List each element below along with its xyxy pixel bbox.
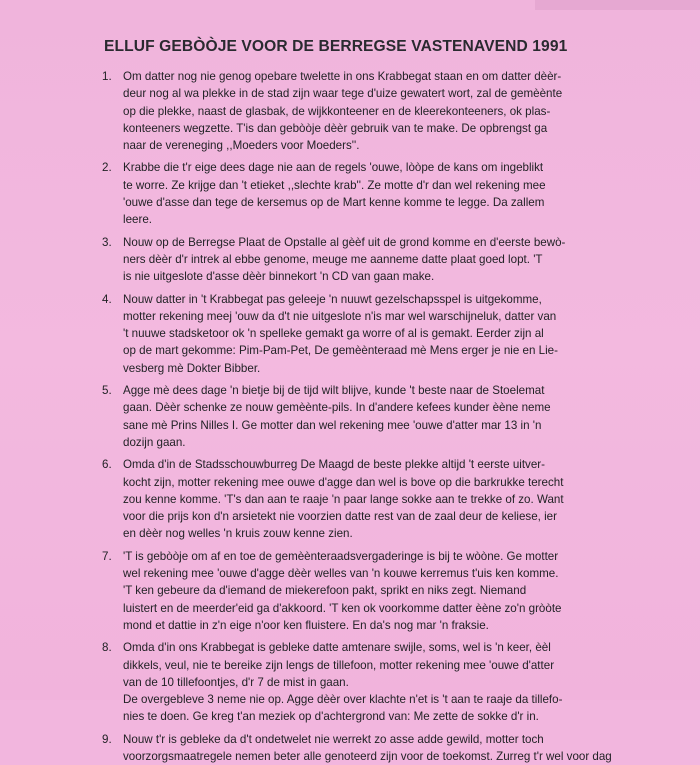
item-text-line: 'T ken gebeure da d'iemand de miekerefoon pakt, sprikt en niks zegt. Niemand xyxy=(123,584,527,598)
item-number: 2. xyxy=(102,161,112,175)
list-item xyxy=(102,382,622,451)
item-text-line: gaan. Dèèr schenke ze nouw gemèènte-pils. In d'andere kefees kunder èène neme xyxy=(123,401,551,415)
item-number: 8. xyxy=(102,641,112,655)
item-text-line: Krabbe die t'r eige dees dage nie aan de regels 'ouwe, lòòpe de kans om ingeblikt xyxy=(123,161,544,175)
item-number: 3. xyxy=(102,235,112,249)
item-text-line: mond et dattie in z'n eige n'oor ken fluistere. En da's nog mar 'n fraksie. xyxy=(123,618,489,632)
document-title: ELLUF GEBÒÒJE VOOR DE BERREGSE VASTENAVEND 1991 xyxy=(104,38,568,55)
item-text-line: te worre. Ze krijge dan 't etieket ,,slechte krab''. Ze motte d'r dan wel rekening mee xyxy=(123,178,546,192)
list-item xyxy=(102,731,622,765)
item-text-line: Agge mè dees dage 'n bietje bij de tijd wilt blijve, kunde 't beste naar de Stoelemat xyxy=(123,384,545,398)
list-item xyxy=(102,291,622,377)
item-number: 1. xyxy=(102,70,112,83)
item-text-line: deur nog al wa plekke in de stad zijn waar tege d'uize gewatert wort, zal de gemèènte xyxy=(123,87,563,101)
item-text-line: ners dèèr d'r intrek al ebbe genome, meuge me aanneme datte plaat goed lopt. 'T xyxy=(123,252,543,266)
item-text-line: Omda d'in ons Krabbegat is gebleke datte amtenare swijle, soms, wel is 'n keer, èèl xyxy=(123,641,551,655)
list-item xyxy=(102,548,622,634)
item-text-line: luistert en de meerder'eid ga d'akkoord. 'T ken ok voorkomme datter èène zo'n gròòte xyxy=(123,601,562,615)
item-text-line: op de mart gekomme: Pim-Pam-Pet, De gemèènteraad mè Mens erger je nie en Lie- xyxy=(123,344,558,358)
page-corner-shadow xyxy=(535,0,700,10)
item-number: 9. xyxy=(102,732,112,746)
list-item xyxy=(102,639,622,725)
numbered-list xyxy=(102,68,622,765)
item-text-line: Nouw op de Berregse Plaat de Opstalle al gèèf uit de grond komme en d'eerste bewò- xyxy=(123,235,566,249)
item-text-line: 'T is gebòòje om af en toe de gemèènteraadsvergaderinge is bij te wòòne. Ge motter xyxy=(123,549,559,563)
item-number: 5. xyxy=(102,384,112,398)
item-text-line: leere. xyxy=(123,213,153,227)
item-text-line: en dèèr nog welles 'n kruis zouw kenne zien. xyxy=(123,527,353,541)
item-text-line: vesberg mè Dokter Bibber. xyxy=(123,361,261,375)
list-item xyxy=(102,456,622,542)
item-text-line: De overgebleve 3 neme nie op. Agge dèèr over klachte n'et is 't aan te raaje da tillefo- xyxy=(123,693,563,707)
item-text-line: van de 10 tillefoontjes, d'r 7 de mist in gaan. xyxy=(123,675,349,689)
item-text-line: voorzorgsmaatregele nemen beter alle genoteerd zijn voor de toekomst. Zurreg t'r wel voor dag xyxy=(123,749,612,763)
item-text-line: 't nuuwe stadsketoor ok 'n spelleke gemakt ga worre of al is gemakt. Eerder zijn al xyxy=(123,327,544,341)
item-text-line: dozijn gaan. xyxy=(123,435,186,449)
item-text-line: kocht zijn, motter rekening mee ouwe d'agge dan wel is bove op die barkrukke terecht xyxy=(123,475,564,489)
item-text-line: Omda d'in de Stadsschouwburreg De Maagd de beste plekke altijd 't eerste uitver- xyxy=(123,458,546,472)
item-text-line: op die plekke, naast de glasbak, de wijkkonteener en de kleerekonteeners, ok plas- xyxy=(123,104,551,118)
list-item xyxy=(102,234,622,286)
item-text-line: naar de vereneging ,,Moeders voor Moeders''. xyxy=(123,139,360,153)
item-text-line: sane mè Prins Nilles I. Ge motter dan wel rekening mee 'ouwe d'atter mar 13 in 'n xyxy=(123,418,542,432)
item-text-line: voor die prijs kon d'n arsietekt nie voorzien datte rest van de zaal deur de keliese, ier xyxy=(123,510,557,524)
item-text-line: motter rekening meej 'ouw da d't nie uitgeslote n'is mar wel warschijneluk, datter van xyxy=(123,309,557,323)
item-text-line: Nouw datter in 't Krabbegat pas geleeje 'n nuuwt gezelschapsspel is uitgekomme, xyxy=(123,292,542,306)
item-text-line: zou kenne komme. 'T's dan aan te raaje 'n paar lange sokke aan te trekke of zo. Want xyxy=(123,492,564,506)
item-text-line: is nie uitgeslote d'asse dèèr binnekort 'n CD van gaan make. xyxy=(123,270,435,284)
list-item xyxy=(102,159,622,228)
item-number: 6. xyxy=(102,458,112,472)
item-text-line: dikkels, veul, nie te bereike zijn lengs de tillefoon, motter rekening mee 'ouwe d'atter xyxy=(123,658,555,672)
item-text-line: Om datter nog nie genog opebare twelette in ons Krabbegat staan en om datter dèèr- xyxy=(123,70,562,83)
item-number: 4. xyxy=(102,292,112,306)
item-text-line: konteeners wegzette. T'is dan gebòòje dèèr gebruik van te make. De opbrengst ga xyxy=(123,121,548,135)
list-item xyxy=(102,68,622,154)
item-text-line: Nouw t'r is gebleke da d't ondetwelet nie werrekt zo asse adde gewild, motter toch xyxy=(123,732,544,746)
item-text-line: wel rekening mee 'ouwe d'agge dèèr welles van 'n kouwe kerremus t'uis ken komme. xyxy=(123,567,559,581)
item-text-line: 'ouwe d'asse dan tege de kersemus op de Mart kenne komme te legge. Da zallem xyxy=(123,196,545,210)
item-text-line: nies te doen. Ge kreg t'an meziek op d'achtergrond van: Me zette de sokke d'r in. xyxy=(123,710,539,724)
item-number: 7. xyxy=(102,549,112,563)
